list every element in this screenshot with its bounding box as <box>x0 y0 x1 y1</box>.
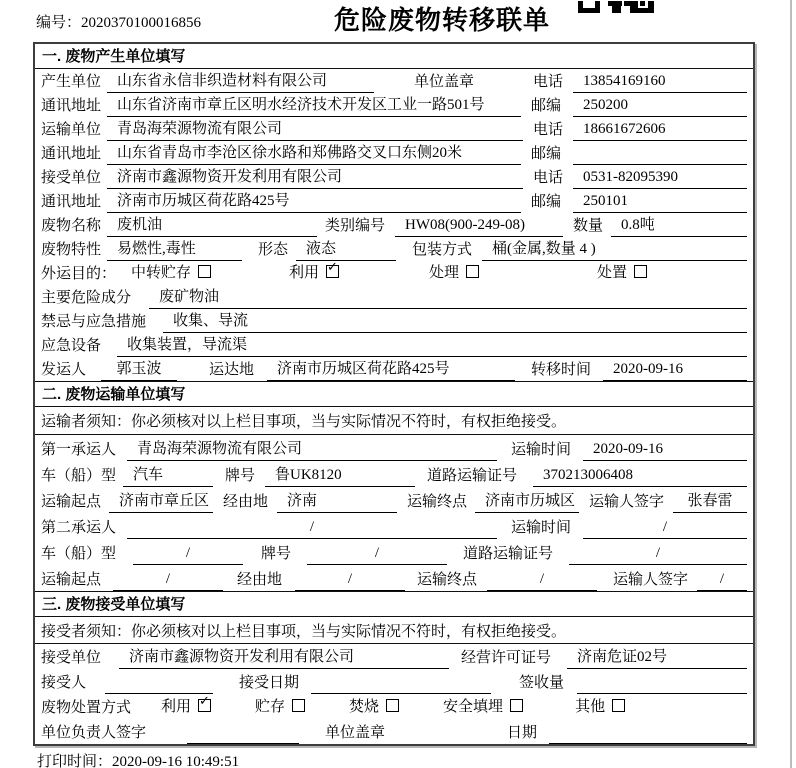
field-label: 接受人 <box>41 675 87 691</box>
carrier-notice-text: 运输者须知：你必须核对以上栏目事项，当与实际情况不符时，有权拒绝接受。 <box>41 414 567 430</box>
disposal-landfill-checkbox <box>443 695 523 719</box>
form-row <box>35 117 753 141</box>
serial-label: 编号： <box>36 15 82 31</box>
section-2 <box>35 381 753 591</box>
page-edge-divider <box>790 0 792 768</box>
field-label: 电话 <box>533 74 564 90</box>
field-label: 接受单位 <box>41 170 102 186</box>
form-row <box>35 669 753 694</box>
via-2-field: / <box>295 571 405 591</box>
field-label: 第二承运人 <box>41 520 117 536</box>
transport-address-field: 山东省青岛市李沧区徐水路和郑佛路交叉口东侧20米 <box>107 141 521 165</box>
form-row <box>35 333 753 357</box>
field-label: 运输单位 <box>41 122 102 138</box>
field-label: 邮编 <box>531 194 562 210</box>
form-row <box>35 461 753 487</box>
seal-date-field <box>549 727 747 744</box>
main-hazard-field: 废矿物油 <box>149 285 747 309</box>
field-label: 牌号 <box>261 546 292 562</box>
via-1-field: 济南 <box>277 489 397 513</box>
form-row <box>35 694 753 719</box>
field-label: 主要危险成分 <box>41 290 132 306</box>
field-label: 应急设备 <box>41 338 102 354</box>
serial-value: 2020370100016856 <box>81 15 202 31</box>
print-time <box>37 750 239 768</box>
field-label: 道路运输证号 <box>463 546 554 562</box>
road-permit-1-field: 370213006408 <box>533 467 747 487</box>
carrier-sign-1-field: 张春雷 <box>673 489 747 513</box>
field-label: 形态 <box>258 242 289 258</box>
waste-trait-field: 易燃性,毒性 <box>107 237 242 261</box>
origin-1-field: 济南市章丘区 <box>109 489 213 513</box>
waste-name-field: 废机油 <box>107 213 317 237</box>
field-label: 接受单位 <box>41 650 102 666</box>
producer-address-field: 山东省济南市章丘区明水经济技术开发区工业一路501号 <box>107 93 521 117</box>
dispose-checkbox <box>597 261 647 285</box>
field-label: 第一承运人 <box>41 442 117 458</box>
form-row <box>35 189 753 213</box>
origin-2-field: / <box>113 571 223 591</box>
field-label: 电话 <box>533 122 564 138</box>
first-carrier-field: 青岛海荣源物流有限公司 <box>127 437 497 461</box>
field-label: 单位盖章 <box>325 725 386 741</box>
form-row <box>35 617 753 644</box>
field-label: 通讯地址 <box>41 98 102 114</box>
checkbox-empty-icon <box>612 699 625 712</box>
section-header: 三. 废物接受单位填写 <box>35 592 753 617</box>
checkbox-label: 利用 <box>289 265 320 281</box>
field-label: 单位盖章 <box>414 74 475 90</box>
terminus-2-field: / <box>487 571 597 591</box>
field-label: 邮编 <box>531 146 562 162</box>
field-label: 接受日期 <box>239 675 300 691</box>
consignor-field: 郭玉波 <box>101 357 177 381</box>
checkbox-empty-icon <box>198 265 211 278</box>
form-row <box>35 644 753 669</box>
form-row <box>35 93 753 117</box>
field-label: 禁忌与应急措施 <box>41 314 147 330</box>
section-header: 二. 废物运输单位填写 <box>35 382 753 407</box>
form-row <box>35 165 753 189</box>
treat-checkbox <box>429 261 479 285</box>
checkbox-label: 中转贮存 <box>131 265 192 281</box>
checkbox-label: 利用 <box>161 699 192 715</box>
field-label: 车（船）型 <box>41 546 117 562</box>
page-title: 危险废物转移联单 <box>334 5 551 35</box>
section-3 <box>35 591 753 744</box>
manifest-form-table <box>33 42 755 746</box>
checkbox-label: 贮存 <box>255 699 286 715</box>
field-label: 邮编 <box>531 98 562 114</box>
terminus-1-field: 济南市历城区 <box>475 489 579 513</box>
checkbox-empty-icon <box>466 265 479 278</box>
field-label: 经由地 <box>223 494 269 510</box>
field-label: 日期 <box>507 725 538 741</box>
form-row <box>35 719 753 744</box>
form-row <box>35 407 753 435</box>
checkbox-empty-icon <box>386 699 399 712</box>
form-row <box>35 261 753 285</box>
field-label: 电话 <box>533 170 564 186</box>
form-row <box>35 539 753 565</box>
transfer-storage-checkbox <box>131 261 211 285</box>
emergency-equipment-field: 收集装置，导流渠 <box>117 333 747 357</box>
checkbox-empty-icon <box>634 265 647 278</box>
producer-phone-field: 13854169160 <box>573 73 747 93</box>
field-label: 废物名称 <box>41 218 102 234</box>
field-label: 通讯地址 <box>41 194 102 210</box>
form-row <box>35 565 753 591</box>
field-label: 经由地 <box>237 572 283 588</box>
checkbox-label: 处理 <box>429 265 460 281</box>
field-label: 运输时间 <box>511 442 572 458</box>
plate-2-field: / <box>307 545 447 565</box>
acceptor-notice-text: 接受者须知：你必须核对以上栏目事项，当与实际情况不符时，有权拒绝接受。 <box>41 623 567 640</box>
manager-sign-field <box>187 727 299 744</box>
field-label: 运输终点 <box>407 494 468 510</box>
road-permit-2-field: / <box>569 545 747 565</box>
field-label: 运输起点 <box>41 494 102 510</box>
field-label: 通讯地址 <box>41 146 102 162</box>
field-label: 运输时间 <box>511 520 572 536</box>
destination-field: 济南市历城区荷花路425号 <box>267 357 515 381</box>
form-row <box>35 487 753 513</box>
license-no-field: 济南危证02号 <box>567 645 747 669</box>
carrier-sign-2-field: / <box>697 571 747 591</box>
checkbox-checked-icon: ✓ <box>326 265 339 278</box>
field-label: 转移时间 <box>531 362 592 378</box>
field-label: 运达地 <box>209 362 255 378</box>
accept-date-field <box>311 677 491 694</box>
checkbox-checked-icon: ✓ <box>198 699 211 712</box>
print-time-label: 打印时间： <box>37 754 113 768</box>
acceptor-field <box>105 677 213 694</box>
receive-phone-field: 0531-82095390 <box>573 169 747 189</box>
transport-phone-field: 18661672606 <box>573 121 747 141</box>
section-header: 一. 废物产生单位填写 <box>35 44 753 69</box>
checkbox-label: 处置 <box>597 265 628 281</box>
form-row <box>35 357 753 381</box>
receive-address-field: 济南市历城区荷花路425号 <box>107 189 521 213</box>
serial-number <box>36 11 201 32</box>
checkbox-empty-icon <box>292 699 305 712</box>
field-label: 车（船）型 <box>41 468 117 484</box>
qr-code-partial-icon <box>578 0 654 18</box>
receive-postcode-field: 250101 <box>573 193 747 213</box>
vehicle-type-1-field: 汽车 <box>123 463 213 487</box>
transport-time-2-field: / <box>583 519 747 539</box>
disposal-storage-checkbox <box>255 695 305 719</box>
disposal-utilize-checkbox <box>161 695 211 719</box>
accept-unit-field: 济南市鑫源物资开发利用有限公司 <box>119 645 449 669</box>
field-label: 运输人签字 <box>589 494 665 510</box>
field-label: 签收量 <box>519 675 565 691</box>
field-label: 单位负责人签字 <box>41 725 147 741</box>
form-row <box>35 69 753 93</box>
transport-time-1-field: 2020-09-16 <box>583 441 747 461</box>
field-label: 包装方式 <box>412 242 473 258</box>
form-row <box>35 237 753 261</box>
checkbox-label: 焚烧 <box>349 699 380 715</box>
transport-postcode-field <box>573 148 747 165</box>
checkbox-label: 安全填埋 <box>443 699 504 715</box>
field-label: 运输起点 <box>41 572 102 588</box>
received-qty-field <box>577 677 747 694</box>
receive-unit-field: 济南市鑫源物资开发利用有限公司 <box>107 165 523 189</box>
field-label: 废物处置方式 <box>41 700 132 716</box>
packaging-field: 桶(金属,数量 4 ) <box>482 237 747 261</box>
field-label: 废物特性 <box>41 242 102 258</box>
form-row <box>35 435 753 461</box>
producer-postcode-field: 250200 <box>573 97 747 117</box>
field-label: 牌号 <box>225 468 256 484</box>
disposal-incinerate-checkbox <box>349 695 399 719</box>
field-label: 外运目的： <box>41 266 117 282</box>
plate-1-field: 鲁UK8120 <box>265 463 415 487</box>
field-label: 运输终点 <box>417 572 478 588</box>
second-carrier-field: / <box>127 519 497 539</box>
field-label: 产生单位 <box>41 74 102 90</box>
transfer-date-field: 2020-09-16 <box>603 361 747 381</box>
utilize-checkbox <box>289 261 339 285</box>
checkbox-empty-icon <box>510 699 523 712</box>
field-label: 经营许可证号 <box>461 650 552 666</box>
category-code-field: HW08(900-249-08) <box>395 217 563 237</box>
transport-unit-field: 青岛海荣源物流有限公司 <box>107 117 523 141</box>
form-row <box>35 285 753 309</box>
field-label: 道路运输证号 <box>427 468 518 484</box>
disposal-other-checkbox <box>575 695 625 719</box>
form-row <box>35 213 753 237</box>
form-state-field: 液态 <box>296 237 396 261</box>
form-row <box>35 141 753 165</box>
field-label: 数量 <box>573 218 604 234</box>
form-row <box>35 513 753 539</box>
form-row <box>35 309 753 333</box>
field-label: 发运人 <box>41 362 87 378</box>
vehicle-type-2-field: / <box>133 545 243 565</box>
checkbox-label: 其他 <box>575 699 606 715</box>
print-time-value: 2020-09-16 10:49:51 <box>112 754 240 768</box>
field-label: 运输人签字 <box>613 572 689 588</box>
field-label: 类别编号 <box>325 218 386 234</box>
taboo-measures-field: 收集、导流 <box>163 309 747 333</box>
quantity-field: 0.8吨 <box>611 213 747 237</box>
produce-unit-field: 山东省永信非织造材料有限公司 <box>107 69 374 93</box>
section-1 <box>35 44 753 381</box>
